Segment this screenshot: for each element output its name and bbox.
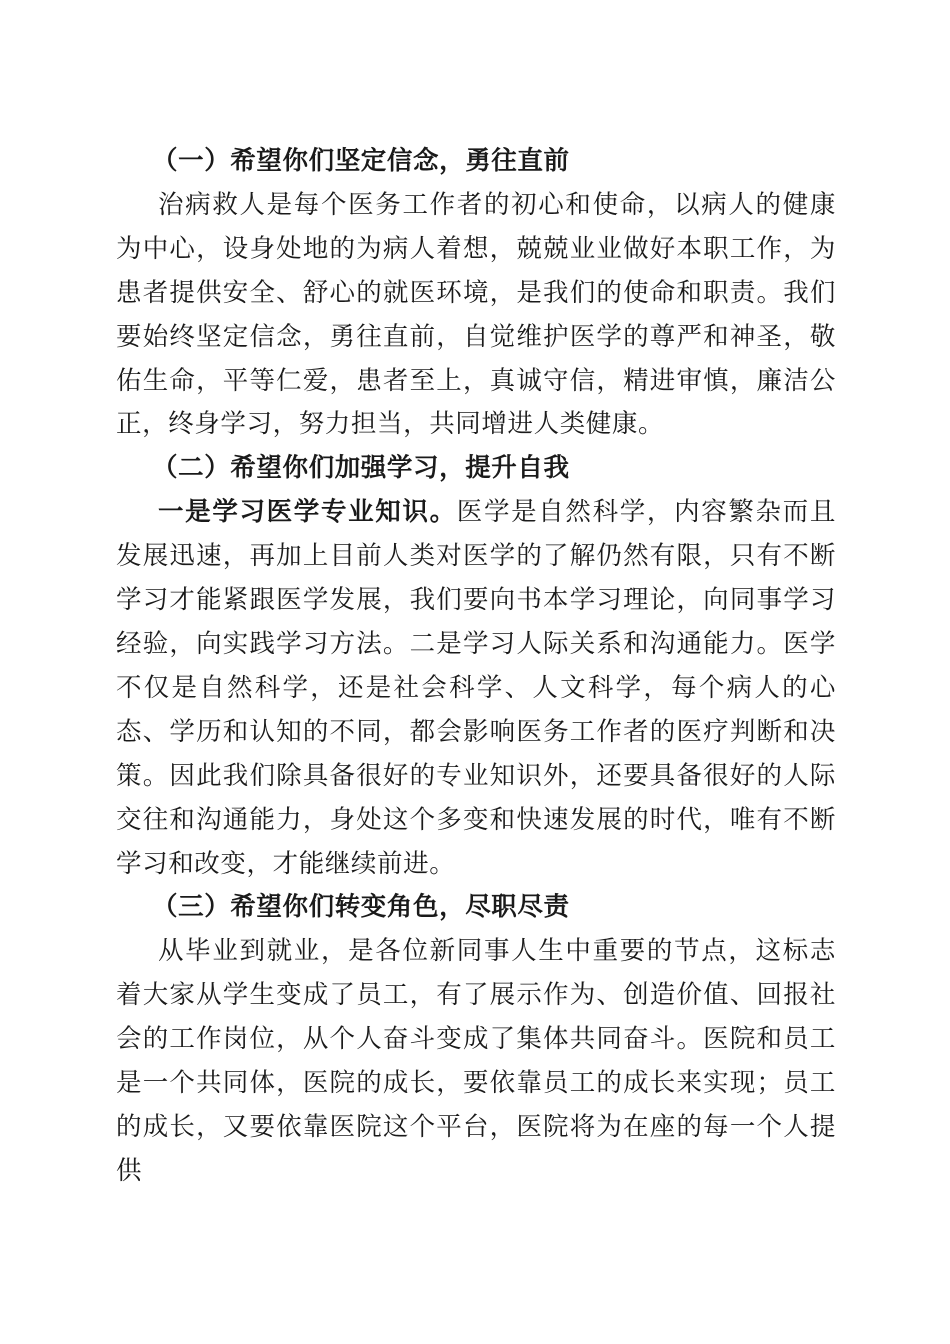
section-2-body: 医学是自然科学，内容繁杂而且发展迅速，再加上目前人类对医学的了解仍然有限，只有不断学习才能紧跟医学发展，我们要向书本学习理论，向同事学习经验，向实践学习方法。二是学习人际关系和沟通能力。医学不仅是自然科学，还是社会科学、人文科学，每个病人的心态、学历和认知的不同，都会影响医务工作者的医疗判断和决策。因此我们除具备很好的专业知识外，还要具备很好的人际交往和沟通能力，身处这个多变和快速发展的时代，唯有不断学习和改变，才能继续前进。 xyxy=(116,497,836,879)
section-3-heading: （三）希望你们转变角色，尽职尽责 xyxy=(152,892,570,923)
document-page xyxy=(116,140,836,1194)
section-1-paragraph: 治病救人是每个医务工作者的初心和使命，以病人的健康为中心，设身处地的为病人着想，兢兢业业做好本职工作，为患者提供安全、舒心的就医环境，是我们的使命和职责。我们要始终坚定信念，勇往直前，自觉维护医学的尊严和神圣，敬佑生命，平等仁爱，患者至上，真诚守信，精进审慎，廉洁公正，终身学习，努力担当，共同增进人类健康。 xyxy=(116,189,836,440)
section-2-heading: （二）希望你们加强学习，提升自我 xyxy=(152,453,570,484)
section-3-paragraph: 从毕业到就业，是各位新同事人生中重要的节点，这标志着大家从学生变成了员工，有了展示作为、创造价值、回报社会的工作岗位，从个人奋斗变成了集体共同奋斗。医院和员工是一个共同体，医院的成长，要依靠员工的成长来实现；员工的成长，又要依靠医院这个平台，医院将为在座的每一个人提供 xyxy=(116,936,836,1186)
section-2-lead: 一是学习医学专业知识。 xyxy=(158,497,457,528)
section-2-paragraph xyxy=(116,491,836,886)
section-1-heading: （一）希望你们坚定信念，勇往直前 xyxy=(152,146,570,176)
